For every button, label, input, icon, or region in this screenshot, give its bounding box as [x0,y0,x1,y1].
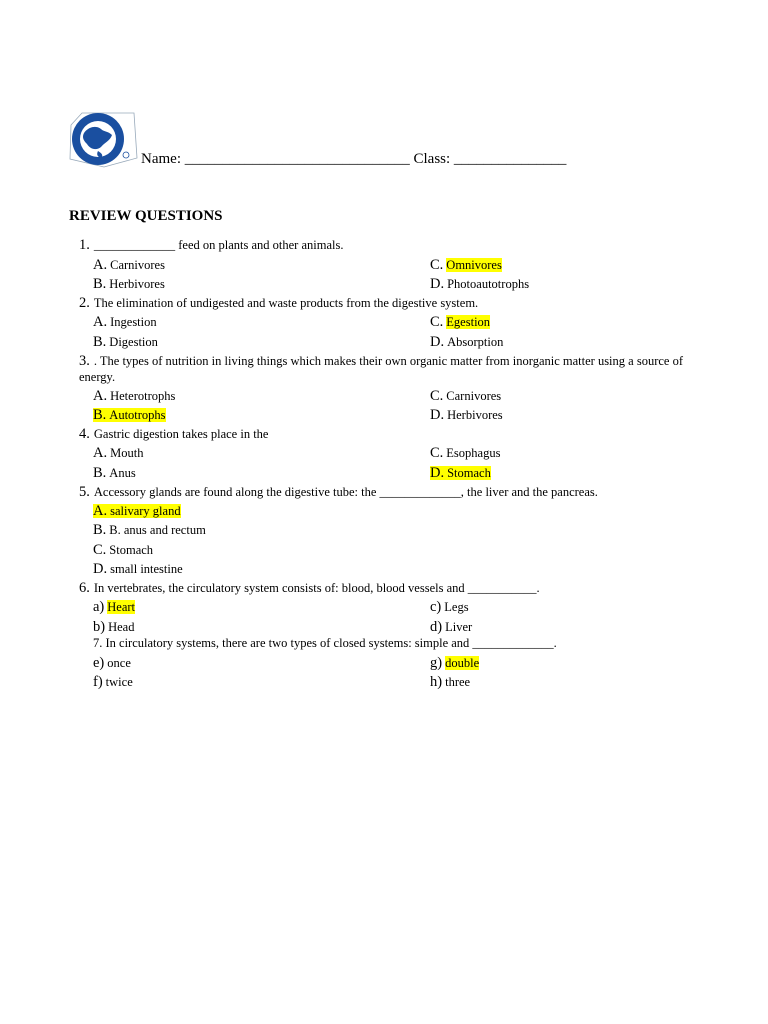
option-text: Digestion [109,335,158,349]
option-text: Absorption [447,335,504,349]
option-b [93,407,166,424]
option-d [430,276,529,293]
page-title: REVIEW QUESTIONS [69,208,223,224]
option-c [430,599,469,616]
question-text: _____________ feed on plants and other animals. [93,238,344,252]
question-text: The elimination of undigested and waste products from the digestive system. [93,296,479,310]
option-letter: C. [430,314,444,330]
question-6 [79,580,540,597]
option-text: once [107,656,131,670]
option-letter: D. [430,334,445,350]
option-d [430,334,503,351]
option-a [93,314,157,331]
option-text: Carnivores [110,258,165,272]
option-text: Heterotrophs [110,389,176,403]
option-letter: A. [93,314,108,330]
option-c [430,257,502,274]
option-d [430,465,491,482]
option-b [93,334,158,351]
question-number: 6. [79,580,90,596]
option-letter: D. [430,407,445,423]
option-letter: f) [93,674,103,690]
option-letter: A. [93,388,108,404]
option-letter: B. [93,522,107,538]
question-text: . The types of nutrition in living things which makes their own organic matter from inorganic matter using a source of energy. [79,354,683,384]
option-letter: B. [93,465,107,481]
option-text-highlighted: Heart [107,600,136,614]
option-text: Carnivores [446,389,502,403]
question-text: 7. In circulatory systems, there are two types of closed systems: simple and _____________. [93,636,557,650]
option-text: Esophagus [446,446,501,460]
option-b [93,619,134,636]
option-letter: c) [430,599,442,615]
option-e [93,655,131,672]
option-text-highlighted: Omnivores [446,258,502,272]
question-number: 4. [79,426,90,442]
option-letter: A. [93,503,108,519]
option-text-highlighted: Stomach [447,466,491,480]
option-a [93,599,135,616]
option-c [430,314,490,331]
question-text: Accessory glands are found along the digestive tube: the _____________, the liver and the pancreas. [93,485,598,499]
option-letter: h) [430,674,443,690]
question-number: 3. [79,353,90,369]
option-b [93,465,136,482]
option-g [430,655,479,672]
option-d [93,561,183,578]
question-text: Gastric digestion takes place in the [93,427,269,441]
question-7 [93,636,557,651]
option-c [430,388,501,405]
option-letter: B. [93,276,107,292]
option-text-highlighted: double [445,656,480,670]
option-text-highlighted: salivary gland [110,504,181,518]
option-text: Anus [109,466,136,480]
option-c [430,445,500,462]
option-text-highlighted: Egestion [446,315,491,329]
option-a [93,257,165,274]
option-text: Ingestion [110,315,157,329]
question-number: 1. [79,237,90,253]
option-b [93,276,165,293]
question-1 [79,237,343,254]
option-a [93,445,143,462]
option-f [93,674,133,691]
option-text-highlighted: Autotrophs [109,408,166,422]
option-letter: D. [430,465,445,481]
option-text: Head [108,620,135,634]
question-2 [79,295,478,312]
option-letter: B. [93,407,107,423]
question-5 [79,484,598,501]
school-logo [68,111,138,169]
option-letter: C. [430,388,444,404]
name-class-line: Name: ______________________________ Class: _______________ [141,151,567,167]
option-letter: B. [93,334,107,350]
question-number: 5. [79,484,90,500]
option-text: Stomach [109,543,154,557]
option-letter: b) [93,619,106,635]
option-text: Herbivores [447,408,503,422]
option-letter: C. [93,542,107,558]
option-text: small intestine [110,562,183,576]
option-text: three [445,675,471,689]
option-text: Herbivores [109,277,165,291]
option-letter: A. [93,257,108,273]
option-letter: A. [93,445,108,461]
option-letter: D. [430,276,445,292]
option-text: Liver [445,620,473,634]
option-letter: e) [93,655,105,671]
option-text: B. anus and rectum [109,523,206,537]
option-letter: d) [430,619,443,635]
option-d [430,619,472,636]
option-d [430,407,503,424]
option-h [430,674,470,691]
question-3 [79,353,699,385]
option-a [93,388,175,405]
option-text: twice [105,675,133,689]
option-letter: C. [430,257,444,273]
option-text: Mouth [110,446,144,460]
option-a [93,503,181,520]
option-b [93,522,206,539]
option-text: Photoautotrophs [447,277,530,291]
option-c [93,542,153,559]
option-letter: D. [93,561,108,577]
option-letter: a) [93,599,105,615]
question-number: 2. [79,295,90,311]
option-letter: C. [430,445,444,461]
question-text: In vertebrates, the circulatory system consists of: blood, blood vessels and ___________. [93,581,540,595]
option-text: Legs [444,600,469,614]
option-letter: g) [430,655,443,671]
question-4 [79,426,268,443]
